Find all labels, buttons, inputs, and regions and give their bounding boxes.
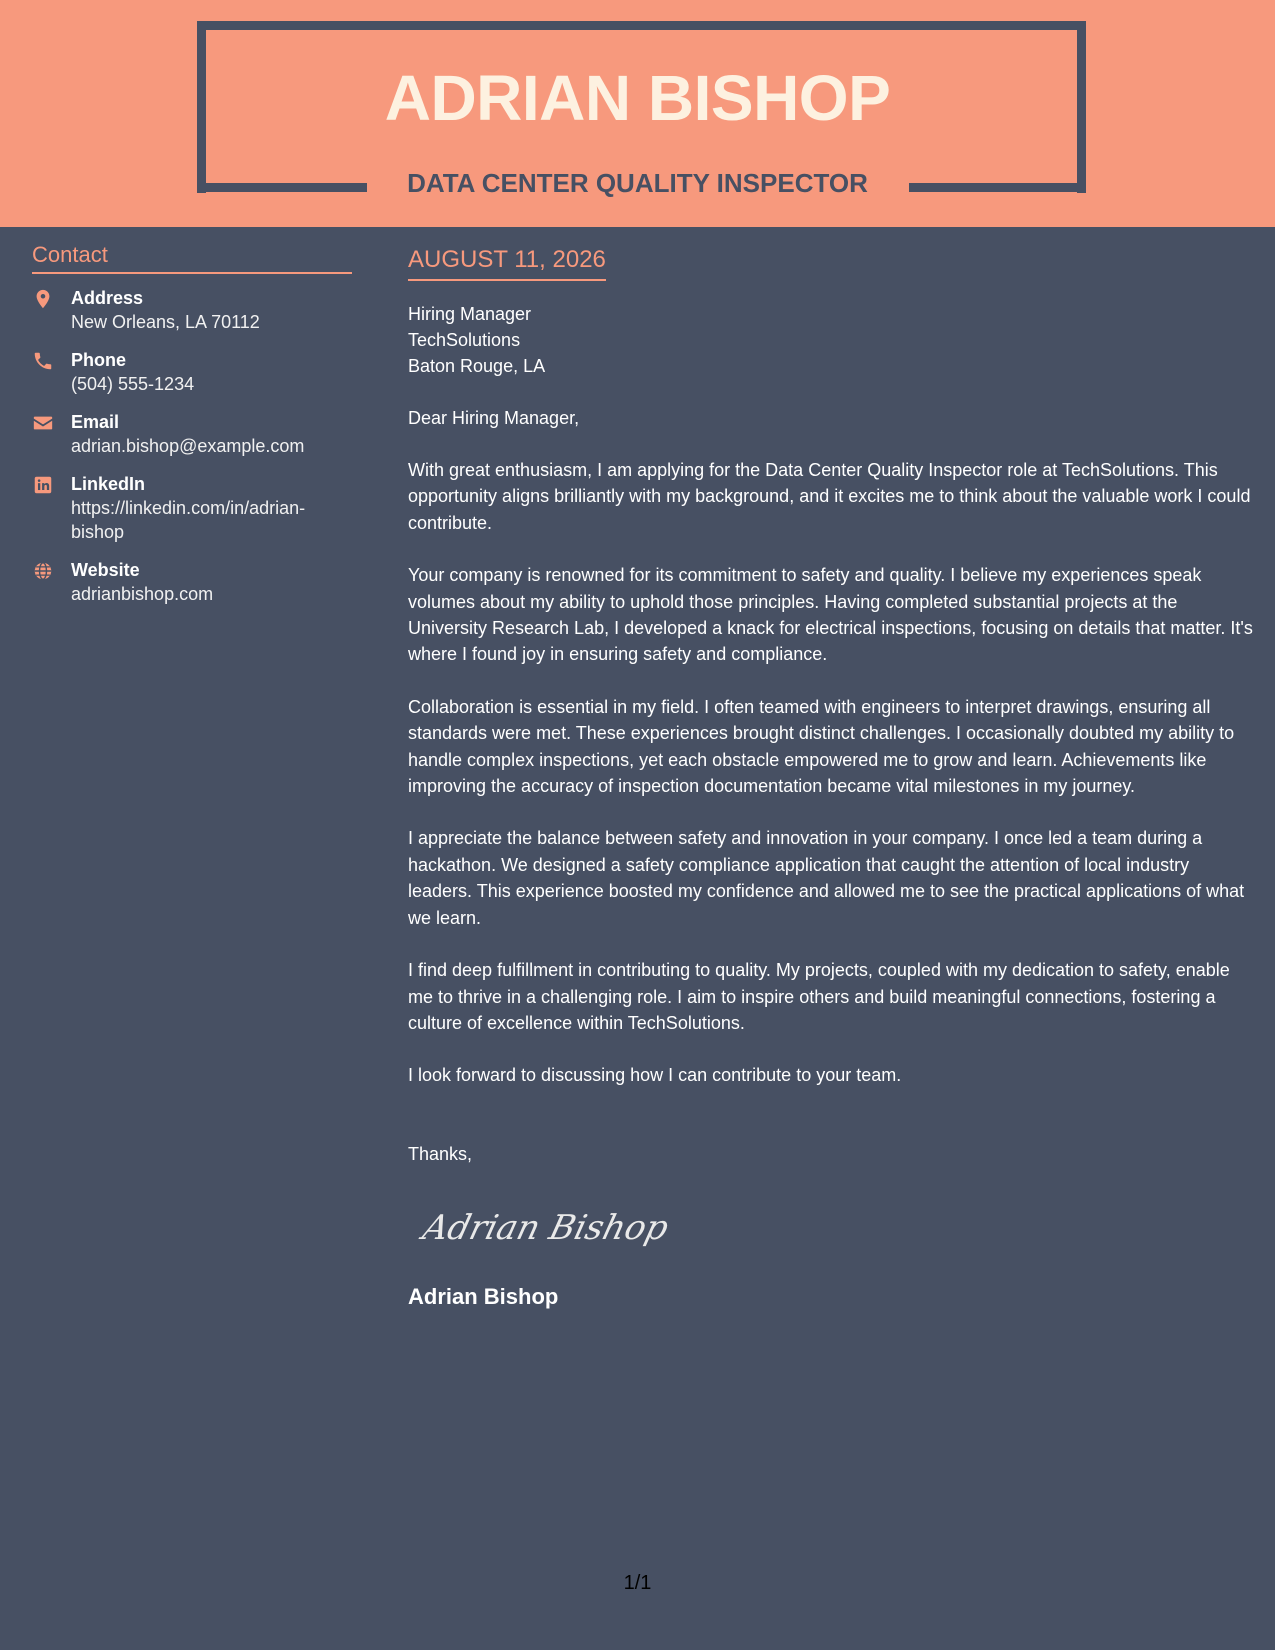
paragraph: I find deep fulfillment in contributing to quality. My projects, coupled with my dedication to safety, enable me to thrive in a challenging role. I aim to inspire others and build meaningful connections, fostering a culture of excellence within TechSolutions. (408, 960, 1230, 1033)
header-band (0, 0, 1275, 227)
applicant-name: ADRIAN BISHOP (384, 62, 891, 134)
page-number: 1/1 (623, 1572, 652, 1594)
recipient-company: TechSolutions (408, 330, 521, 350)
address-value: New Orleans, LA 70112 (71, 312, 260, 332)
linkedin-icon (32, 474, 54, 496)
paragraph: Collaboration is essential in my field. I often teamed with engineers to interpret drawings, ensuring all standards were met. These experiences brought distinct challenges. I occasionally doubted my ability to handle complex inspections, yet each obstacle empowered me to grow and learn. Achievements like improving the accuracy of inspection documentation became vital milestones in my journey. (408, 696, 1235, 797)
globe-icon (32, 560, 54, 582)
map-pin-icon (32, 288, 54, 310)
phone-icon (32, 350, 54, 372)
contact-label: Website (71, 560, 140, 580)
letter-date: AUGUST 11, 2026 (408, 244, 606, 281)
paragraph: I appreciate the balance between safety and innovation in your company. I once led a team during a hackathon. We designed a safety compliance application that caught the attention of local industry leaders. This experience boosted my confidence and allowed me to see the practical applications of what we learn. (408, 828, 1245, 928)
contact-website (32, 558, 352, 606)
phone-value: (504) 555-1234 (71, 374, 195, 394)
contact-label: Phone (71, 350, 127, 370)
job-title: DATA CENTER QUALITY INSPECTOR (407, 168, 868, 198)
contact-heading: Contact (32, 240, 352, 274)
paragraph: Your company is renowned for its commitment to safety and quality. I believe my experiences speak volumes about my ability to uphold those principles. Having completed substantial projects at the University Research Lab, I developed a knack for electrical inspections, focusing on details that matter. It's where I found joy in ensuring safety and compliance. (408, 565, 1253, 665)
contact-phone (32, 348, 352, 396)
envelope-icon (32, 412, 54, 434)
paragraph: With great enthusiasm, I am applying for the Data Center Quality Inspector role at TechSolutions. This opportunity aligns brilliantly with my background, and it excites me to think about the valuable work I could contribute. (408, 460, 1251, 533)
recipient-block (408, 301, 1253, 379)
linkedin-value: https://linkedin.com/in/adrian-bishop (71, 498, 306, 542)
letter-body (408, 244, 1253, 1312)
contact-address (32, 286, 352, 334)
signature-image (418, 1195, 678, 1255)
signer-name: Adrian Bishop (408, 1283, 559, 1309)
recipient-name: Hiring Manager (408, 304, 532, 324)
contact-sidebar (32, 240, 352, 620)
svg-text:Adrian Bishop: Adrian Bishop (418, 1208, 673, 1248)
website-value: adrianbishop.com (71, 584, 214, 604)
contact-label: Email (71, 412, 120, 432)
paragraph: I look forward to discussing how I can contribute to your team. (408, 1065, 902, 1086)
contact-label: Address (71, 288, 144, 308)
greeting: Dear Hiring Manager, (408, 408, 580, 428)
contact-email (32, 410, 352, 458)
contact-linkedin (32, 472, 352, 544)
contact-label: LinkedIn (71, 474, 146, 494)
closing: Thanks, (408, 1143, 473, 1164)
email-value: adrian.bishop@example.com (71, 436, 305, 456)
recipient-location: Baton Rouge, LA (408, 356, 546, 376)
